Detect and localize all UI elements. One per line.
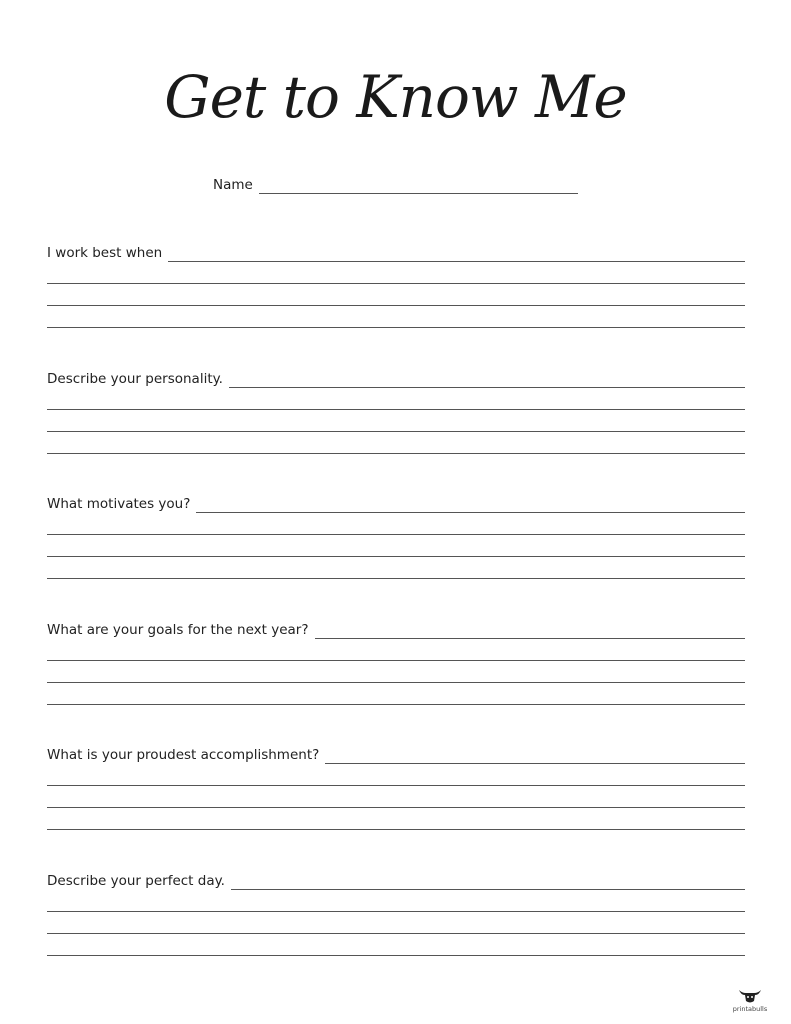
question-label: Describe your personality. bbox=[47, 371, 223, 387]
question-row[interactable] bbox=[47, 868, 745, 890]
answer-line[interactable] bbox=[229, 369, 745, 388]
question-row[interactable] bbox=[47, 742, 745, 764]
answer-line[interactable] bbox=[325, 745, 745, 764]
question-row[interactable] bbox=[47, 491, 745, 513]
answer-line[interactable] bbox=[47, 808, 745, 830]
answer-line[interactable] bbox=[47, 764, 745, 786]
question-label: What motivates you? bbox=[47, 496, 191, 512]
question-block bbox=[47, 240, 745, 328]
answer-line[interactable] bbox=[47, 786, 745, 808]
bull-head-icon bbox=[737, 988, 763, 1004]
brand-logo bbox=[730, 988, 770, 1013]
question-row[interactable] bbox=[47, 240, 745, 262]
question-block bbox=[47, 868, 745, 956]
answer-line[interactable] bbox=[47, 410, 745, 432]
logo-text: printabulls bbox=[732, 1005, 768, 1013]
answer-line[interactable] bbox=[47, 284, 745, 306]
question-label: What is your proudest accomplishment? bbox=[47, 747, 320, 763]
answer-line[interactable] bbox=[47, 535, 745, 557]
answer-line[interactable] bbox=[231, 871, 745, 890]
answer-line[interactable] bbox=[47, 890, 745, 912]
question-row[interactable] bbox=[47, 617, 745, 639]
question-row[interactable] bbox=[47, 366, 745, 388]
question-block bbox=[47, 491, 745, 579]
answer-line[interactable] bbox=[47, 661, 745, 683]
name-line[interactable] bbox=[259, 179, 578, 194]
answer-line[interactable] bbox=[47, 683, 745, 705]
answer-line[interactable] bbox=[47, 262, 745, 284]
answer-line[interactable] bbox=[315, 620, 746, 639]
question-label: Describe your perfect day. bbox=[47, 873, 225, 889]
name-label: Name bbox=[213, 177, 253, 193]
answer-line[interactable] bbox=[47, 912, 745, 934]
answer-line[interactable] bbox=[196, 494, 745, 513]
answer-line[interactable] bbox=[47, 639, 745, 661]
answer-line[interactable] bbox=[47, 513, 745, 535]
answer-line[interactable] bbox=[168, 243, 745, 262]
question-block bbox=[47, 366, 745, 454]
answer-line[interactable] bbox=[47, 388, 745, 410]
question-block bbox=[47, 617, 745, 705]
answer-line[interactable] bbox=[47, 934, 745, 956]
answer-line[interactable] bbox=[47, 306, 745, 328]
question-label: What are your goals for the next year? bbox=[47, 622, 309, 638]
name-field[interactable] bbox=[213, 174, 578, 194]
question-label: I work best when bbox=[47, 245, 163, 261]
answer-line[interactable] bbox=[47, 557, 745, 579]
answer-line[interactable] bbox=[47, 432, 745, 454]
question-block bbox=[47, 742, 745, 830]
page-title: Get to Know Me bbox=[164, 63, 627, 131]
